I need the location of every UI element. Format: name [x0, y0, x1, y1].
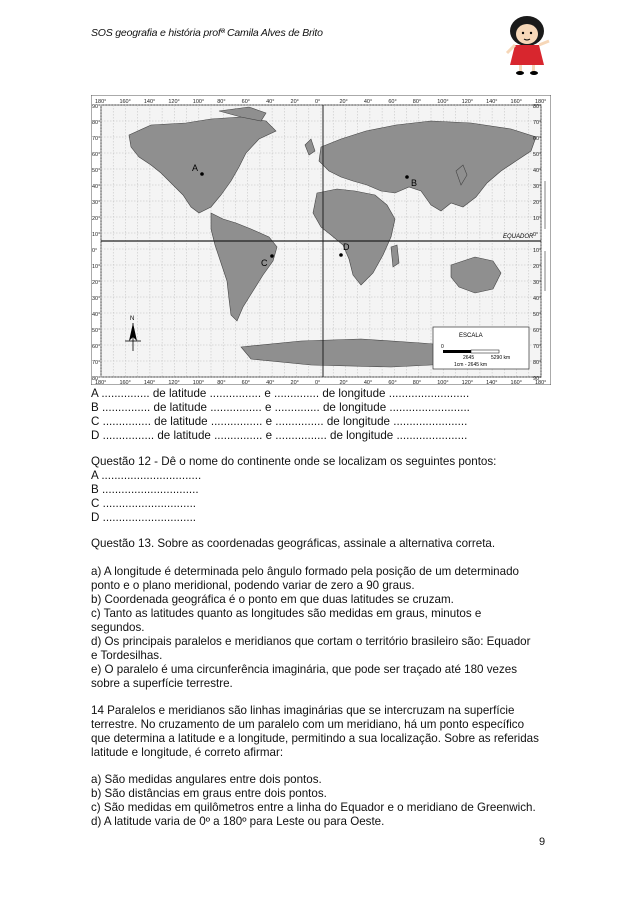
- document-header: SOS geografia e história profª Camila Alves de Brito: [91, 27, 323, 39]
- top-tick-label: 160°: [119, 99, 131, 105]
- right-tick-label: 30°: [533, 184, 542, 190]
- scale-title: ESCALA: [459, 333, 483, 339]
- bottom-tick-label: 160°: [119, 380, 131, 385]
- q14-option-c: c) São medidas em quilômetros entre a linha do Equador e o meridiano de Greenwich.: [91, 801, 536, 814]
- point-b-label: B: [411, 178, 418, 188]
- bottom-tick-label: 140°: [143, 380, 156, 385]
- mascot-illustration: [497, 13, 559, 77]
- bottom-tick-label: 180°: [535, 380, 547, 385]
- q14-option-d: d) A latitude varia de 0º a 180º para Leste ou para Oeste.: [91, 815, 385, 828]
- right-tick-label: 50°: [533, 152, 542, 158]
- bottom-tick-label: 60°: [241, 380, 250, 385]
- top-tick-label: 80°: [412, 99, 422, 105]
- right-tick-label: 10°: [533, 216, 542, 222]
- q13-line: e) O paralelo é uma circunferência imaginária, que pode ser traçado até 180 vezes: [91, 663, 517, 676]
- left-tick-label: 60°: [92, 152, 101, 158]
- left-tick-label: 30°: [92, 296, 101, 302]
- point-c-label: C: [261, 258, 268, 268]
- bottom-tick-label: 60°: [388, 380, 397, 385]
- left-tick-label: 10°: [92, 232, 101, 238]
- right-tick-label: 70°: [533, 344, 542, 350]
- scale-tick-1: 2645: [463, 355, 475, 361]
- q12-answer-b: B ..............................: [91, 483, 199, 496]
- q14-line: 14 Paralelos e meridianos são linhas imaginárias que se intercruzam na superfície: [91, 704, 515, 717]
- q13-line: a) A longitude é determinada pelo ângulo formado pela posição de um determinado: [91, 565, 519, 578]
- q13-line: d) Os principais paralelos e meridianos que cortam o território brasileiro são: Equador: [91, 635, 531, 648]
- bottom-tick-label: 80°: [412, 380, 422, 385]
- right-tick-label: 0°: [533, 232, 539, 238]
- q13-line: segundos.: [91, 621, 145, 634]
- equator-label: EQUADOR: [503, 234, 534, 240]
- right-tick-label: 60°: [533, 136, 542, 142]
- bottom-tick-label: 40°: [363, 380, 373, 385]
- scale-tick-0: 0: [441, 344, 444, 350]
- right-tick-label: 70°: [533, 120, 542, 126]
- top-tick-label: 100°: [192, 99, 205, 105]
- left-tick-label: 20°: [92, 280, 101, 286]
- top-tick-label: 0°: [315, 99, 321, 105]
- right-tick-label: 90°: [533, 376, 542, 382]
- q14-option-a: a) São medidas angulares entre dois pontos.: [91, 773, 322, 786]
- right-tick-label: 20°: [533, 200, 542, 206]
- q13-line: ponto e o plano meridional, podendo variar de zero a 90 graus.: [91, 579, 415, 592]
- left-tick-label: 40°: [92, 312, 101, 318]
- top-tick-label: 20°: [290, 99, 299, 105]
- left-tick-label: 60°: [92, 344, 101, 350]
- top-tick-label: 160°: [510, 99, 522, 105]
- top-tick-label: 100°: [437, 99, 449, 105]
- left-tick-label: 20°: [92, 216, 101, 222]
- right-tick-label: 60°: [533, 328, 542, 334]
- right-tick-label: 40°: [533, 168, 542, 174]
- left-tick-label: 30°: [92, 200, 101, 206]
- bottom-tick-label: 20°: [339, 380, 348, 385]
- top-tick-label: 60°: [241, 99, 250, 105]
- right-tick-label: 10°: [533, 248, 542, 254]
- coord-line-d: D ................ de latitude ............... e ................ de longitude ......................: [91, 429, 468, 442]
- bottom-tick-label: 0°: [315, 380, 321, 385]
- bottom-tick-label: 100°: [437, 380, 449, 385]
- q13-line: sobre a superfície terrestre.: [91, 677, 233, 690]
- right-tick-label: 30°: [533, 280, 542, 286]
- bottom-tick-label: 140°: [486, 380, 498, 385]
- q12-answer-c: C .............................: [91, 497, 197, 510]
- bottom-tick-label: 160°: [510, 380, 522, 385]
- page-number: 9: [539, 836, 546, 848]
- bottom-tick-label: 180°: [95, 380, 107, 385]
- top-tick-label: 140°: [486, 99, 498, 105]
- point-a-marker: [200, 172, 204, 176]
- q13-line: c) Tanto as latitudes quanto as longitudes são medidas em graus, minutos e: [91, 607, 482, 620]
- scale-caption: 1cm - 2645 km: [454, 362, 488, 368]
- bottom-tick-label: 20°: [290, 380, 299, 385]
- left-tick-label: 80°: [92, 376, 101, 382]
- point-c-marker: [270, 254, 274, 258]
- bottom-tick-label: 100°: [192, 380, 205, 385]
- q14-line: que determina a latitude e a longitude, permitindo a sua localização. Sobre as referidas: [91, 732, 539, 745]
- world-map: [91, 95, 551, 385]
- q12-answer-d: D .............................: [91, 511, 197, 524]
- left-tick-label: 50°: [92, 168, 101, 174]
- point-b-marker: [405, 175, 409, 179]
- right-tick-label: 50°: [533, 312, 542, 318]
- q13-line: b) Coordenada geográfica é o ponto em que duas latitudes se cruzam.: [91, 593, 454, 606]
- top-tick-label: 20°: [339, 99, 348, 105]
- top-tick-label: 140°: [143, 99, 156, 105]
- q13-line: e Tordesilhas.: [91, 649, 163, 662]
- top-tick-label: 120°: [461, 99, 474, 105]
- top-tick-label: 60°: [388, 99, 397, 105]
- point-d-label: D: [343, 242, 350, 252]
- question-13-text: Questão 13. Sobre as coordenadas geográficas, assinale a alternativa correta.: [91, 537, 496, 550]
- left-tick-label: 70°: [92, 360, 101, 366]
- left-tick-label: 50°: [92, 328, 101, 334]
- q14-line: terrestre. No cruzamento de um paralelo com um meridiano, há um ponto específico: [91, 718, 525, 731]
- north-label: N: [130, 316, 135, 322]
- right-tick-label: 40°: [533, 296, 542, 302]
- top-tick-label: 40°: [363, 99, 373, 105]
- top-tick-label: 120°: [168, 99, 180, 105]
- right-tick-label: 80°: [533, 104, 542, 110]
- right-tick-label: 80°: [533, 360, 542, 366]
- left-tick-label: 70°: [92, 136, 101, 142]
- point-d-marker: [339, 253, 343, 257]
- top-tick-label: 80°: [217, 99, 226, 105]
- right-tick-label: 20°: [533, 264, 542, 270]
- point-a-label: A: [192, 163, 199, 173]
- scale-tick-2: 5290 km: [491, 355, 511, 361]
- top-tick-label: 180°: [535, 99, 547, 105]
- question-12-text: Questão 12 - Dê o nome do continente onde se localizam os seguintes pontos:: [91, 455, 497, 468]
- scale-box: [433, 327, 529, 369]
- top-tick-label: 40°: [266, 99, 275, 105]
- bottom-tick-label: 40°: [266, 380, 275, 385]
- q14-line: latitude e longitude, é correto afirmar:: [91, 746, 284, 759]
- coord-line-a: A ............... de latitude ................ e .............. de longitude .........................: [91, 387, 470, 400]
- q12-answer-a: A ...............................: [91, 469, 202, 482]
- bottom-tick-label: 120°: [461, 380, 474, 385]
- coord-line-c: C ............... de latitude ................ e ............... de longitude .......................: [91, 415, 468, 428]
- bottom-tick-label: 120°: [168, 380, 180, 385]
- left-tick-label: 0°: [92, 248, 98, 254]
- left-tick-label: 10°: [92, 264, 101, 270]
- left-tick-label: 80°: [92, 120, 101, 126]
- left-tick-label: 40°: [92, 184, 101, 190]
- bottom-tick-label: 80°: [217, 380, 226, 385]
- q14-option-b: b) São distâncias em graus entre dois pontos.: [91, 787, 327, 800]
- top-tick-label: 180°: [95, 99, 107, 105]
- coord-line-b: B ............... de latitude ................ e .............. de longitude .........................: [91, 401, 470, 414]
- left-tick-label: 90°: [92, 104, 101, 110]
